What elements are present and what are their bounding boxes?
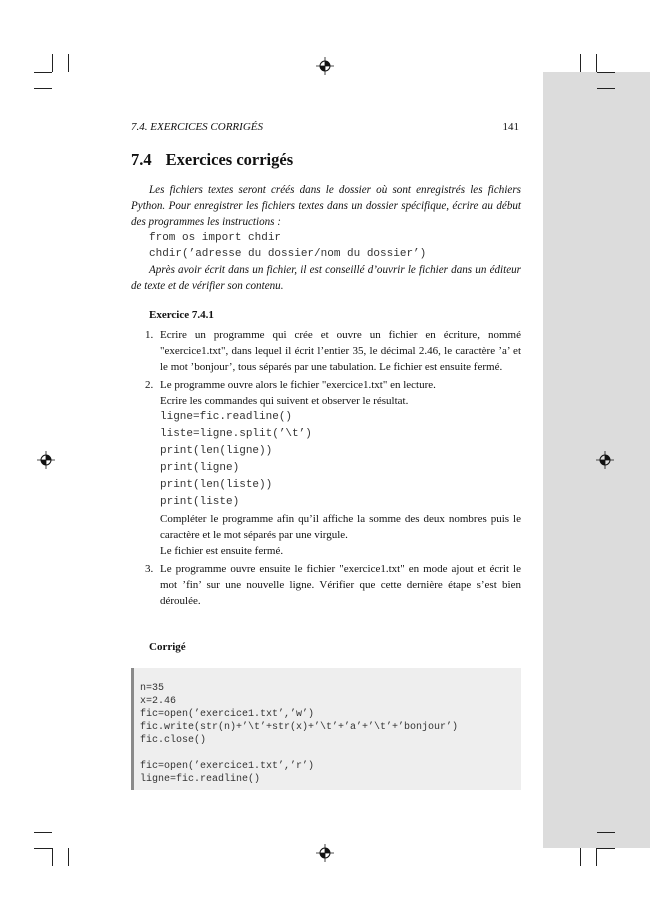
code-line: print(len(liste)) [160, 479, 273, 491]
list-marker: 3. [145, 563, 154, 575]
code-line: liste=ligne.split(’\t’) [160, 428, 312, 440]
code-line: fic=open(’exercice1.txt’,’r’) [140, 761, 315, 772]
registration-mark-icon [316, 57, 334, 75]
registration-mark-icon [37, 451, 55, 469]
code-line: fic.write(str(n)+’\t’+str(x)+’\t’+’a’+’\t’+’bonjour’) [140, 722, 459, 733]
code-line: print(len(ligne)) [160, 445, 273, 457]
list-item [131, 561, 521, 609]
registration-mark-icon [316, 844, 334, 862]
intro-paragraph: Après avoir écrit dans un fichier, il est conseillé d’ouvrir le fichier dans un éditeur de texte et de vérifier son contenu. [131, 264, 521, 292]
registration-mark-icon [596, 451, 614, 469]
list-item-text: Ecrire les commandes qui suivent et observer le résultat. [160, 395, 409, 407]
section-heading [131, 150, 293, 170]
code-block [131, 668, 521, 790]
intro-paragraph: Les fichiers textes seront créés dans le dossier où sont enregistrés les fichiers Python. Pour enregistrer les fichiers textes dans un dossier spécifique, écrire au début des programmes les instructions : [131, 184, 521, 228]
list-item-text: Le programme ouvre ensuite le fichier "exercice1.txt" en mode ajout et écrit le mot ’fin’ sur une nouvelle ligne. Vérifier que cette dernière étape s’est bien déroulée. [160, 563, 521, 607]
code-line: x=2.46 [140, 696, 177, 707]
code-line [140, 747, 521, 760]
code-line: n=35 [140, 683, 165, 694]
corrige-title: Corrigé [149, 641, 186, 653]
intro-block [131, 182, 521, 294]
code-line: fic=open(’exercice1.txt’,’w’) [140, 709, 315, 720]
list-item [131, 327, 521, 375]
exercise-title: Exercice 7.4.1 [149, 309, 214, 321]
code-line: print(liste) [160, 496, 240, 508]
list-item [131, 377, 521, 559]
list-item-text: Compléter le programme afin qu’il affiche la somme des deux nombres puis le caractère et le mot séparés par une virgule. [160, 513, 521, 541]
page-number: 141 [502, 121, 519, 133]
code-line: chdir(’adresse du dossier/nom du dossier’) [149, 248, 427, 260]
section-title: Exercices corrigés [165, 150, 294, 169]
section-number: 7.4 [131, 150, 152, 169]
running-header [131, 121, 521, 133]
running-title: 7.4. EXERCICES CORRIGÉS [131, 121, 263, 133]
code-line: from os import chdir [149, 232, 282, 244]
code-line: ligne=fic.readline() [140, 774, 261, 785]
code-line: print(ligne) [160, 462, 240, 474]
list-marker: 1. [145, 329, 154, 341]
list-marker: 2. [145, 379, 154, 391]
list-item-text: Le fichier est ensuite fermé. [160, 545, 284, 557]
code-line: ligne=fic.readline() [160, 411, 293, 423]
code-line: fic.close() [140, 735, 207, 746]
list-item-text: Ecrire un programme qui crée et ouvre un fichier en écriture, nommé "exercice1.txt", dans lequel il écrit l’entier 35, le décimal 2.46, le caractère ’a’ et le mot ’bonjour’, tous séparés par une tabulation. Le fichier est ensuite fermé. [160, 329, 521, 373]
list-item-text: Le programme ouvre alors le fichier "exercice1.txt" en lecture. [160, 379, 436, 391]
exercise-list [131, 327, 521, 611]
